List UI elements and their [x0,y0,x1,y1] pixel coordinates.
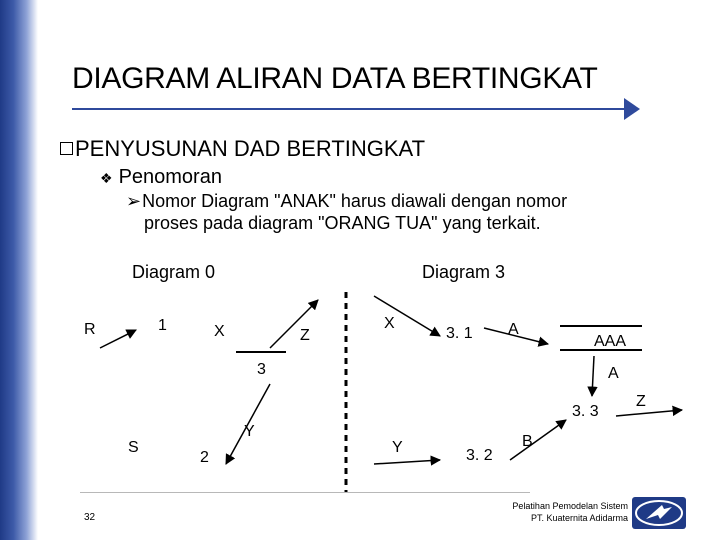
slide-title: DIAGRAM ALIRAN DATA BERTINGKAT [72,62,598,95]
footer-credit-line1: Pelatihan Pemodelan Sistem [512,501,628,511]
page-number: 32 [84,512,96,523]
process-3-1: 3. 1 [446,325,473,342]
diagram3-label-y: Y [392,439,403,456]
flow-r-to-1 [100,330,136,348]
store-aaa: AAA [594,333,627,350]
diagram3-label-x: X [384,315,395,332]
arrow-bullet-icon: ➢ [126,191,142,211]
diagram3-heading: Diagram 3 [422,262,506,282]
diagram3-label-a: A [508,321,519,338]
flow-y-to-3-2 [374,460,440,464]
bullet-level1-text: PENYUSUNAN DAD BERTINGKAT [75,136,426,161]
process-1: 1 [158,317,167,334]
footer-credit [512,500,628,524]
diagram3-label-b: B [522,433,533,450]
diagram3-label-a2: A [608,365,619,382]
diagram0-label-x: X [214,323,225,340]
process-2: 2 [200,449,209,466]
diagram0-label-z: Z [300,327,310,344]
diamond-bullet-icon: ❖ [100,170,113,186]
diagram0-label-r: R [84,321,96,338]
flow-3-2-to-3-3 [510,420,566,460]
flow-3-to-z [270,300,318,348]
flow-aaa-to-3-3 [592,356,594,396]
footer-rule [80,492,530,493]
diagram0-label-y: Y [244,423,255,440]
diagram0-label-s: S [128,439,139,456]
process-3-3: 3. 3 [572,403,599,420]
bullet-level3-line2: proses pada diagram "ORANG TUA" yang terkait. [144,213,541,233]
process-3: 3 [257,361,266,378]
diagram0-heading: Diagram 0 [132,262,216,282]
bullet-level3-line1: Nomor Diagram "ANAK" harus diawali dengan nomor [142,191,568,211]
diagram3-label-z: Z [636,393,646,410]
bullet-level2-text: Penomoran [118,166,222,188]
footer-credit-line2: PT. Kuaternita Adidarma [530,513,628,523]
company-logo-icon [632,497,686,529]
flow-3-3-to-z [616,410,682,416]
process-3-2: 3. 2 [466,447,493,464]
